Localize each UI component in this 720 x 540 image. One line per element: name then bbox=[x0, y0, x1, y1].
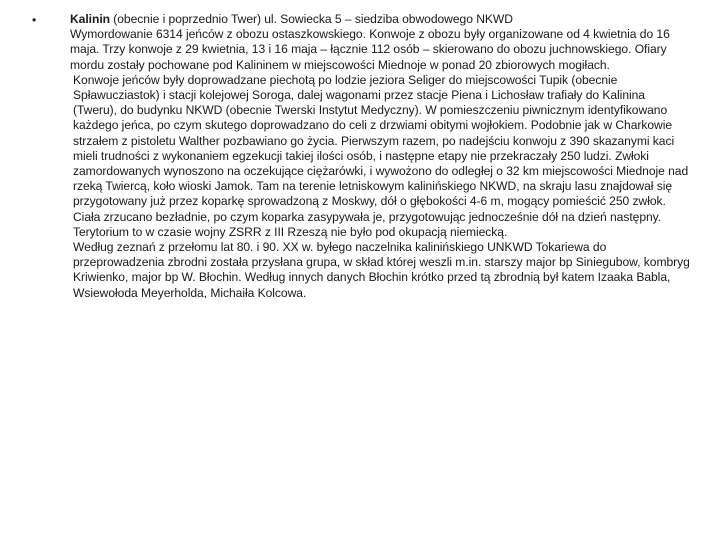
place-name: Kalinin bbox=[70, 12, 110, 26]
bullet-body bbox=[70, 12, 692, 301]
bullet-dot: • bbox=[32, 13, 37, 27]
paragraph-3: Według zeznań z przełomu lat 80. i 90. XX w. byłego naczelnika kalinińskiego UNKWD Tokariewa do przeprowadzenia zbrodni została przysłana grupa, w skład której weszli m.in. starszy major bp Siniegubow, kombryg Kriwienko, major bp W. Błochin. Według innych danych Błochin krótko przed tą zbrodnią był katem Izaaka Babla, Wsiewołoda Meyerholda, Michaiła Kolcowa. bbox=[73, 240, 690, 300]
bullet-item-kalinin bbox=[32, 12, 692, 301]
paragraph-1: Wymordowanie 6314 jeńców z obozu ostaszkowskiego. Konwoje z obozu były organizowane od 4 kwietnia do 16 maja. Trzy konwoje z 29 kwietnia, 13 i 16 maja – łącznie 112 osób – skierowano do obozu juchnowskiego. Ofiary mordu zostały pochowane pod Kalininem w miejscowości Miednoje w ponad 20 zbiorowych mogiłach. bbox=[70, 27, 670, 72]
bullet-heading bbox=[70, 12, 692, 27]
paragraph-2: Konwoje jeńców były doprowadzane piechotą po lodzie jeziora Seliger do miejscowości Tupik (obecnie Spławucziastok) i stacji kolejowej Soroga, dalej wagonami przez stacje Piena i Lichosław trafiały do Kalinina (Tweru), do budynku NKWD (obecnie Twerski Instytut Medyczny). W pomieszczeniu piwnicznym identyfikowano każdego jeńca, po czym skutego doprowadzano do celi z drzwiami obitymi wojłokiem. Podobnie jak w Charkowie strzałem z pistoletu Walther pozbawiano go życia. Pierwszym razem, po nadejściu konwoju z 390 skazanymi kaci mieli trudności z wykonaniem egzekucji takiej ilości osób, i następne etapy nie przekraczały 250 ludzi. Zwłoki zamordowanych wynoszono na oczekujące ciężarówki, i wywożono do odległej o 32 km miejscowości Miednoje nad rzeką Twiercą, koło wioski Jamok. Tam na terenie letniskowym kalinińskiego NKWD, na skraju lasu znajdował się przygotowany już przez koparkę sprowadzoną z Moskwy, dół o głębokości 4-6 m, mogący pomieścić 250 zwłok. Ciała zrzucano bezładnie, po czym koparka zasypywała je, przygotowując jednocześnie dół na dzień następny. Terytorium to w czasie wojny ZSRR z III Rzeszą nie było pod okupacją niemiecką. bbox=[73, 72, 689, 239]
bullet-list bbox=[32, 12, 692, 301]
place-description: (obecnie i poprzednio Twer) ul. Sowiecka 5 – siedziba obwodowego NKWD bbox=[109, 12, 513, 26]
